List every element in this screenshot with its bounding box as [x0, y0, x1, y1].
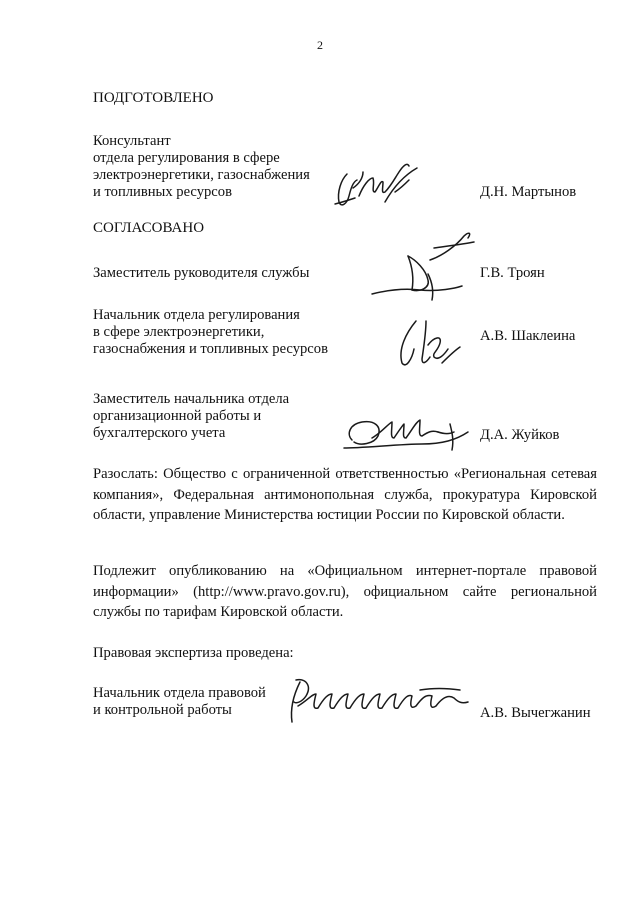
signatory-position-troyan: [93, 265, 309, 282]
signatory-name-martynov: Д.Н. Мартынов: [480, 184, 577, 200]
prepared-heading: ПОДГОТОВЛЕНО: [93, 90, 214, 106]
position-line: в сфере электроэнергетики,: [93, 324, 265, 340]
publication-paragraph: Подлежит опубликованию на «Официальном интернет-портале правовой информации» (http://www.pravo.gov.ru), официальном сайте региональной службы по тарифам Кировской области.: [93, 563, 597, 620]
signatory-name-shakleina: А.В. Шаклеина: [480, 328, 576, 344]
legal-review-text: Правовая экспертиза проведена:: [93, 645, 294, 661]
position-line: газоснабжения и топливных ресурсов: [93, 341, 328, 357]
position-line: электроэнергетики, газоснабжения: [93, 167, 310, 183]
agreed-heading: СОГЛАСОВАНО: [93, 220, 205, 236]
signatory-position-shakleina: [93, 307, 328, 358]
signature-zhuykov: [342, 410, 474, 454]
page-number: 2: [317, 38, 323, 52]
position-line: Начальник отдела регулирования: [93, 307, 300, 323]
position-line: организационной работы и: [93, 408, 262, 424]
prepared-position: [93, 133, 310, 201]
position-line: и топливных ресурсов: [93, 184, 232, 200]
signatory-name-vychegzhanin: А.В. Вычегжанин: [480, 705, 591, 721]
position-line: Консультант: [93, 133, 171, 149]
signature-vychegzhanin: [282, 672, 472, 728]
position-line: и контрольной работы: [93, 702, 232, 718]
position-line: Заместитель начальника отдела: [93, 391, 290, 407]
distribution-paragraph: Разослать: Общество с ограниченной ответственностью «Региональная сетевая компания», Федеральная антимонопольная служба, прокуратура Кировской области, управление Министерства юстиции России по Кировской области.: [93, 466, 597, 523]
legal-review-position: [93, 685, 266, 719]
signatory-name-zhuykov: Д.А. Жуйков: [480, 427, 560, 443]
signature-shakleina: [392, 315, 464, 370]
signature-troyan: [368, 230, 478, 310]
position-line: бухгалтерского учета: [93, 425, 226, 441]
position-line: отдела регулирования в сфере: [93, 150, 280, 166]
position-line: Заместитель руководителя службы: [93, 265, 310, 281]
signatory-position-zhuykov: [93, 391, 289, 442]
legal-review-statement: [93, 645, 294, 662]
signature-martynov: [333, 158, 423, 210]
signatory-name-troyan: Г.В. Троян: [480, 265, 545, 281]
position-line: Начальник отдела правовой: [93, 685, 266, 701]
